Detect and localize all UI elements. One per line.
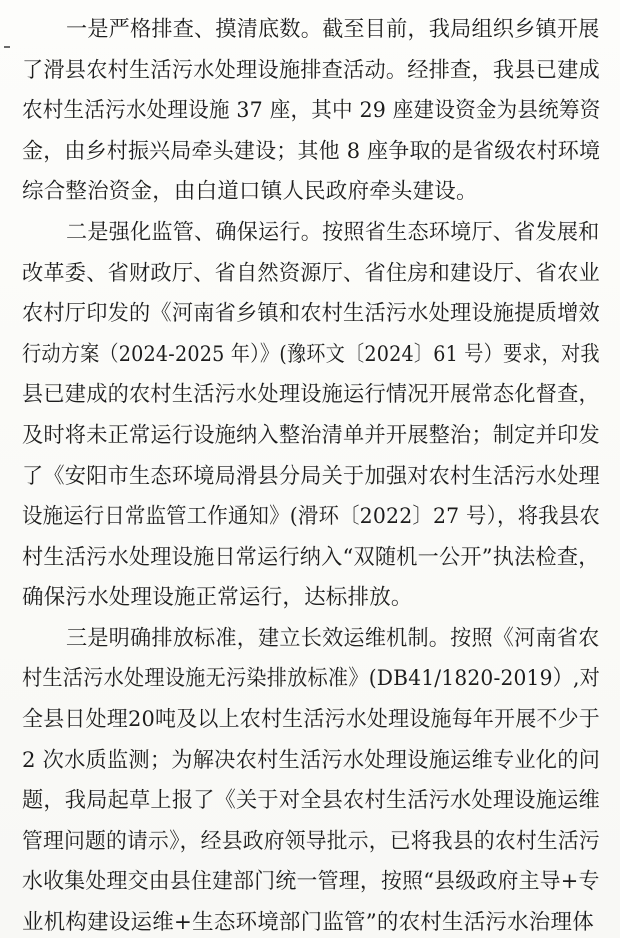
- paragraph-1-line-2: 了滑县农村生活污水处理设施排查活动。经排查，我县已建成: [22, 57, 600, 83]
- paragraph-1-line-5: 综合整治资金，由白道口镇人民政府牵头建设。: [22, 179, 478, 205]
- paragraph-2-line-2: 改革委、省财政厅、省自然资源厅、省住房和建设厅、省农业: [22, 260, 600, 286]
- paragraph-2-line-4: 行动方案（2024-2025 年）》(豫环文〔2024〕61 号）要求，对我: [22, 341, 600, 367]
- paragraph-3-line-5: 题，我局起草上报了《关于对全县农村生活污水处理设施运维: [22, 788, 600, 814]
- paragraph-3-line-7: 水收集处理交由县住建部门统一管理，按照“县级政府主导+专: [22, 869, 600, 895]
- paragraph-2-line-5: 县已建成的农村生活污水处理设施运行情况开展常态化督查，: [22, 382, 600, 408]
- paragraph-3-line-2: 村生活污水处理设施无污染排放标准》(DB41/1820-2019）,对: [22, 666, 601, 692]
- paragraph-2-line-7: 了《安阳市生态环境局滑县分局关于加强对农村生活污水处理: [22, 463, 600, 489]
- paragraph-1-line-4: 金，由乡村振兴局牵头建设；其他 8 座争取的是省级农村环境: [22, 138, 601, 164]
- paragraph-1-line-1: 一是严格排查、摸清底数。截至目前，我局组织乡镇开展: [66, 17, 600, 42]
- paragraph-2-line-10: 确保污水处理设施正常运行，达标排放。: [22, 585, 413, 611]
- paragraph-2-line-1: 二是强化监管、确保运行。按照省生态环境厅、省发展和: [66, 219, 600, 245]
- paragraph-2-line-3: 农村厅印发的《河南省乡镇和农村生活污水处理设施提质增效: [22, 301, 600, 327]
- paragraph-2-line-9: 村生活污水处理设施日常运行纳入“双随机一公开”执法检查，: [22, 544, 600, 570]
- paragraph-3-line-3: 全县日处理20吨及以上农村生活污水处理设施每年开展不少于: [22, 707, 600, 733]
- paragraph-1-line-3: 农村生活污水处理设施 37 座，其中 29 座建设资金为县统筹资: [22, 98, 601, 124]
- margin-mark: [4, 46, 10, 48]
- paragraph-2-line-8: 设施运行日常监管工作通知》(滑环〔2022〕27 号），将我县农: [22, 504, 600, 530]
- paragraph-2-line-6: 及时将未正常运行设施纳入整治清单并开展整治；制定并印发: [22, 422, 600, 448]
- paragraph-3-line-4: 2 次水质监测；为解决农村生活污水处理设施运维专业化的问: [22, 747, 601, 773]
- paragraph-3-line-8: 业机构建设运维+生态环境部门监管”的农村生活污水治理体: [22, 910, 594, 935]
- paragraph-3-line-6: 管理问题的请示》，经县政府领导批示，已将我县的农村生活污: [22, 828, 600, 854]
- paragraph-3-line-1: 三是明确排放标准，建立长效运维机制。按照《河南省农: [66, 625, 600, 651]
